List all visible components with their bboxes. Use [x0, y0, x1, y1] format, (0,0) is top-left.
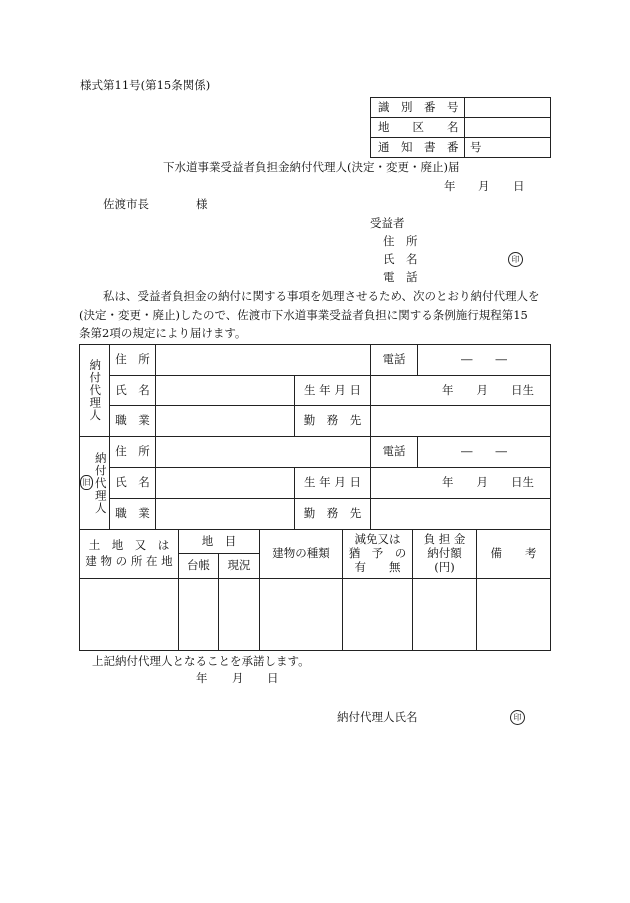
- notice-number-label: 通 知 書 番 号: [378, 140, 482, 154]
- amount-header: [413, 530, 476, 578]
- agent-old-dob-label: 生 年 月 日: [304, 475, 361, 490]
- reduction-header-line-3: 有 無: [354, 559, 401, 574]
- signature-seal-icon: 印: [510, 710, 525, 725]
- agent-old-address-value[interactable]: [156, 437, 370, 467]
- agent-old-occupation-value[interactable]: [156, 499, 294, 529]
- agent-new-dob-value[interactable]: 年 月 日生: [442, 382, 534, 397]
- addressee-honorific: 様: [196, 197, 208, 211]
- agent-old-phone-label: 電話: [382, 444, 406, 459]
- location-value[interactable]: [80, 579, 178, 650]
- id-number-label: 識 別 番 号: [378, 100, 459, 114]
- beneficiary-address-label: 住 所: [383, 234, 418, 248]
- actual-value[interactable]: [219, 579, 259, 650]
- consent-month: 月: [232, 671, 244, 685]
- amount-header-line-2: 納付額: [427, 546, 462, 561]
- date-day: 日: [513, 179, 525, 193]
- agent-new-workplace-value[interactable]: [371, 406, 550, 436]
- body-text-line-3: 条第2項の規定により届けます。: [79, 326, 247, 340]
- reduction-header: [343, 530, 412, 578]
- form-title: 下水道事業受益者負担金納付代理人(決定・変更・廃止)届: [163, 160, 460, 174]
- location-header-line-1: 土 地 又 は: [88, 538, 170, 553]
- agent-old-name-label: 氏 名: [115, 475, 150, 490]
- amount-header-line-1: 負 担 金: [423, 532, 466, 547]
- form-number: 様式第11号(第15条関係): [80, 78, 211, 92]
- agent-new-phone-value[interactable]: ― ―: [461, 352, 507, 367]
- ledger-header: 台帳: [187, 558, 210, 573]
- agent-new-address-value[interactable]: [156, 345, 370, 375]
- addressee-name: 佐渡市長: [103, 197, 149, 211]
- consent-day: 日: [267, 671, 279, 685]
- actual-header: 現況: [227, 558, 251, 573]
- location-header-line-2: 建 物 の 所 在 地: [85, 554, 173, 568]
- remarks-header: 備 考: [490, 546, 537, 561]
- reduction-value[interactable]: [343, 579, 412, 650]
- amount-value[interactable]: [413, 579, 476, 650]
- district-label: 地 区 名: [378, 120, 459, 134]
- agent-old-workplace-value[interactable]: [371, 499, 550, 529]
- beneficiary-phone-label: 電 話: [383, 270, 418, 284]
- agent-old-address-label: 住 所: [115, 444, 150, 459]
- date-month: 月: [478, 179, 490, 193]
- agent-old-occupation-label: 職 業: [115, 506, 150, 521]
- agent-new-name-value[interactable]: [156, 376, 294, 405]
- building-type-header: 建物の種類: [272, 546, 330, 561]
- building-type-value[interactable]: [260, 579, 342, 650]
- agent-old-name-value[interactable]: [156, 468, 294, 498]
- body-text-line-1: 私は、受益者負担金の納付に関する事項を処理させるため、次のとおり納付代理人を: [103, 289, 540, 303]
- signature-label: 納付代理人氏名: [337, 710, 418, 724]
- agent-new-workplace-label: 勤 務 先: [303, 413, 362, 428]
- consent-year: 年: [196, 671, 208, 685]
- agent-new-occupation-label: 職 業: [115, 413, 150, 428]
- agent-old-side-label: [80, 437, 109, 529]
- agent-new-side-label: 納付代理人: [88, 359, 103, 422]
- agent-new-address-label: 住 所: [115, 352, 150, 367]
- beneficiary-heading: 受益者: [370, 216, 405, 230]
- beneficiary-seal-icon: 印: [508, 252, 523, 267]
- beneficiary-name-label: 氏 名: [383, 252, 418, 266]
- location-header: [80, 530, 178, 578]
- date-year: 年: [444, 179, 456, 193]
- remarks-value[interactable]: [477, 579, 550, 650]
- land-category-header: 地 目: [201, 533, 237, 548]
- agent-old-dob-value[interactable]: 年 月 日生: [442, 475, 534, 490]
- reduction-header-line-2: 猶 予 の: [348, 546, 407, 561]
- agent-old-workplace-label: 勤 務 先: [303, 506, 362, 521]
- agent-old-side-text: 納付代理人: [93, 451, 108, 515]
- agent-new-dob-label: 生 年 月 日: [304, 382, 361, 397]
- reduction-header-line-1: 減免又は: [354, 532, 401, 547]
- agent-old-phone-value[interactable]: ― ―: [461, 444, 507, 459]
- agent-new-name-label: 氏 名: [115, 382, 150, 397]
- body-text-line-2: (決定・変更・廃止)したので、佐渡市下水道事業受益者負担に関する条例施行規程第15: [79, 308, 528, 322]
- amount-header-line-3: (円): [434, 559, 455, 574]
- old-marker-icon: 旧: [80, 475, 93, 490]
- consent-text: 上記納付代理人となることを承諾します。: [92, 654, 310, 668]
- ledger-value[interactable]: [179, 579, 218, 650]
- agent-new-phone-label: 電話: [382, 352, 406, 367]
- agent-new-occupation-value[interactable]: [156, 406, 294, 436]
